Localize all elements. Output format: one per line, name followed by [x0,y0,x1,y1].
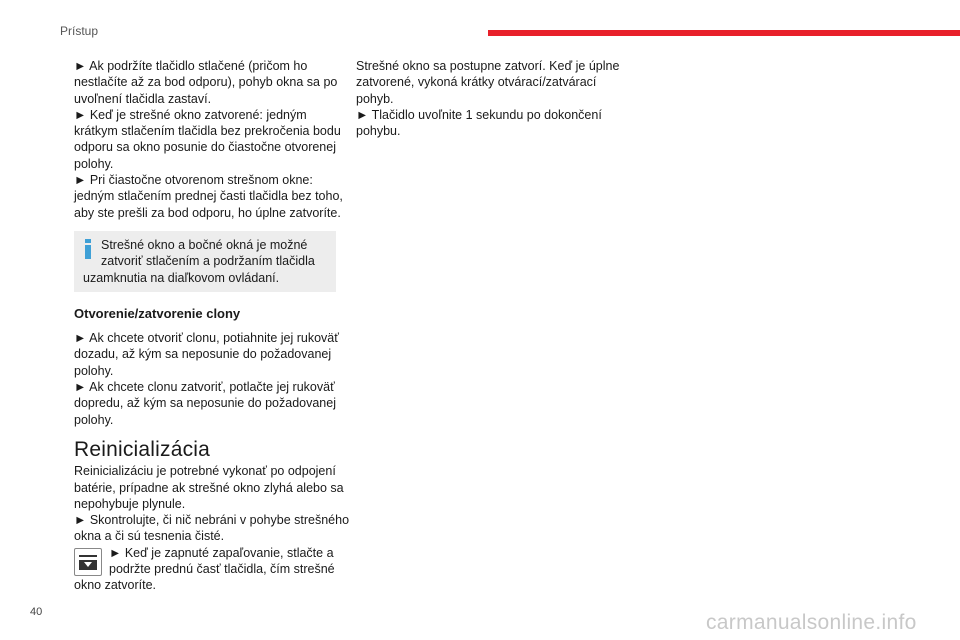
watermark: carmanualsonline.info [706,611,917,634]
paragraph: ► Tlačidlo uvoľnite 1 sekundu po dokončení pohybu. [356,107,602,139]
left-column [74,58,352,594]
paragraph: ► Pri čiastočne otvorenom strešnom okne: jedným stlačením prednej časti tlačidla bez toho, aby ste prešli za bod odporu, ho úplne zatvoríte. [74,173,343,220]
header-section-label: Prístup [60,24,99,38]
paragraph: ► Ak podržíte tlačidlo stlačené (pričom ho nestlačíte až za bod odporu), pohyb okna sa po uvoľnení tlačidla zastaví. [74,59,338,106]
subheading: Otvorenie/zatvorenie clony [74,305,241,321]
info-icon [83,239,93,259]
info-note [74,231,336,292]
paragraph: ► Keď je strešné okno zatvorené: jedným krátkym stlačením tlačidla bez prekročenia bodu odporu sa okno posunie do čiastočne otvorenej polohy. [74,107,341,171]
info-note-text: Strešné okno a bočné okná je možné zatvoriť stlačením a podržaním tlačidla uzamknutia na diaľkovom ovládaní. [83,237,315,285]
right-column [356,58,626,139]
paragraph: Reinicializáciu je potrebné vykonať po odpojení batérie, prípadne ak strešné okno zlyhá alebo sa nepohybuje plynule. [74,464,344,511]
paragraph: ► Ak chcete otvoriť clonu, potiahnite jej rukoväť dozadu, až kým sa neposunie do požadovanej polohy. [74,331,339,378]
sunroof-button-icon [74,548,102,576]
header-accent-bar [488,30,960,36]
paragraph: ► Skontrolujte, či nič nebráni v pohybe strešného okna a či sú tesnenia čisté. [74,513,350,544]
section-heading: Reinicializácia [74,437,211,461]
paragraph: Strešné okno sa postupne zatvorí. Keď je úplne zatvorené, vykoná krátky otvárací/zatvárací pohyb. [356,59,620,106]
paragraph: ► Keď je zapnuté zapaľovanie, stlačte a podržte prednú časť tlačidla, čím strešné okno zatvoríte. [74,545,335,593]
page-number: 40 [30,606,43,618]
paragraph: ► Ak chcete clonu zatvoriť, potlačte jej rukoväť dopredu, až kým sa neposunie do požadovanej polohy. [74,380,336,427]
